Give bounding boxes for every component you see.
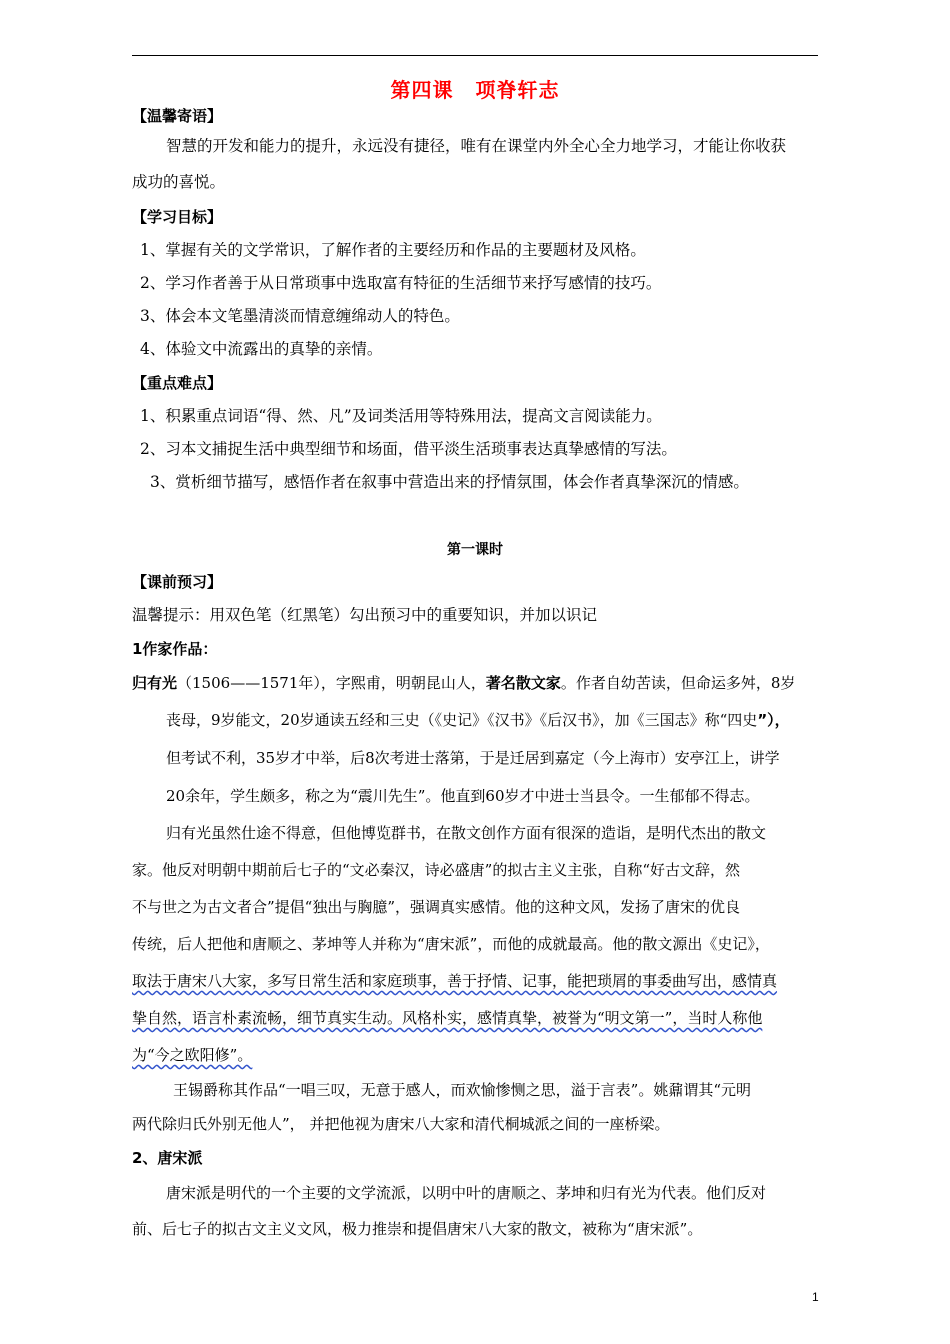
- section-heading-preview: 【课前预习】: [132, 573, 223, 591]
- bio-paragraph-line: 取法于唐宋八大家，多写日常生活和家庭琐事，善于抒情、记事，能把琐屑的事委曲写出，感情真: [132, 972, 778, 990]
- preview-tip: 温馨提示：用双色笔（红黑笔）勾出预习中的重要知识，并加以识记: [132, 606, 598, 624]
- author-text: ”），: [757, 711, 790, 729]
- lesson-period-title: 第一课时: [447, 542, 503, 558]
- tangsong-line: 前、后七子的拟古文主义文风，极力推崇和提倡唐宋八大家的散文，被称为“唐宋派”。: [132, 1220, 703, 1238]
- evaluation-line: 两代除归氏外别无他人”， 并把他视为唐宋八大家和清代桐城派之间的一座桥梁。: [132, 1115, 670, 1133]
- author-text: 。作者自幼苦读，但命运多舛，8岁: [560, 674, 796, 692]
- section-heading-mubiao: 【学习目标】: [132, 208, 223, 226]
- header-rule: [132, 55, 818, 56]
- page-title: [0, 74, 950, 103]
- author-line: 但考试不利，35岁才中举，后8次考进士落第，于是迁居到嘉定（今上海市）安亭江上，讲学: [166, 749, 780, 767]
- author-text: 丧母，9岁能文，20岁通读五经和三史（《史记》《汉书》《后汉书》，加《三国志》称“四史: [166, 711, 758, 729]
- title-lesson-number: 第四课: [390, 78, 454, 102]
- section-heading-zhongdian: 【重点难点】: [132, 374, 223, 392]
- author-line: [166, 710, 790, 730]
- objective-item: 2、学习作者善于从日常琐事中选取富有特征的生活细节来抒写感情的技巧。: [140, 274, 662, 292]
- wenxin-line: 智慧的开发和能力的提升，永远没有捷径，唯有在课堂内外全心全力地学习，才能让你收获: [166, 137, 787, 155]
- bio-paragraph-line: 家。他反对明朝中期前后七子的“文必秦汉，诗必盛唐”的拟古主义主张，自称“好古文辞，然: [132, 861, 741, 879]
- author-title: 著名散文家: [485, 674, 561, 692]
- bio-paragraph-line: 挚自然，语言朴素流畅，细节真实生动。风格朴实，感情真挚，被誉为“明文第一”，当时人称他: [132, 1009, 763, 1027]
- title-lesson-name: 项脊轩志: [475, 78, 560, 102]
- section-heading-wenxin: 【温馨寄语】: [132, 107, 223, 125]
- objective-item: 3、体会本文笔墨清淡而情意缠绵动人的特色。: [140, 307, 460, 325]
- author-heading: 1作家作品：: [132, 640, 218, 658]
- tangsong-heading: 2、唐宋派: [132, 1149, 203, 1167]
- bio-paragraph-line: 传统，后人把他和唐顺之、茅坤等人并称为“唐宋派”，而他的成就最高。他的散文源出《史记》，: [132, 935, 770, 953]
- keypoint-item: 2、习本文捕捉生活中典型细节和场面，借平淡生活琐事表达真挚感情的写法。: [140, 440, 677, 458]
- page-number: 1: [812, 1290, 819, 1304]
- objective-item: 4、体验文中流露出的真挚的亲情。: [140, 340, 383, 358]
- author-line: 20余年，学生颇多，称之为“震川先生”。他直到60岁才中进士当县令。一生郁郁不得志。: [166, 787, 760, 805]
- author-text: （1506——1571年），字熙甫，明朝昆山人，: [177, 674, 486, 692]
- keypoint-item: 3、赏析细节描写，感悟作者在叙事中营造出来的抒情氛围，体会作者真挚深沉的情感。: [150, 473, 749, 491]
- keypoint-item: 1、积累重点词语“得、然、凡”及词类活用等特殊用法，提高文言阅读能力。: [140, 407, 662, 425]
- author-name: 归有光: [132, 674, 178, 692]
- wenxin-line: 成功的喜悦。: [132, 173, 226, 191]
- bio-paragraph-line: 为“今之欧阳修”。: [132, 1046, 253, 1064]
- evaluation-line: 王锡爵称其作品“一唱三叹，无意于感人，而欢愉惨恻之思，溢于言表”。姚鼐谓其“元明: [173, 1081, 752, 1099]
- objective-item: 1、掌握有关的文学常识，了解作者的主要经历和作品的主要题材及风格。: [140, 241, 646, 259]
- bio-paragraph-line: 归有光虽然仕途不得意，但他博览群书，在散文创作方面有很深的造诣，是明代杰出的散文: [166, 824, 767, 842]
- author-line: [132, 673, 795, 693]
- bio-paragraph-line: 不与世之为古文者合”提倡“独出与胸臆”，强调真实感情。他的这种文风，发扬了唐宋的优良: [132, 898, 741, 916]
- tangsong-line: 唐宋派是明代的一个主要的文学流派，以明中叶的唐顺之、茅坤和归有光为代表。他们反对: [166, 1184, 767, 1202]
